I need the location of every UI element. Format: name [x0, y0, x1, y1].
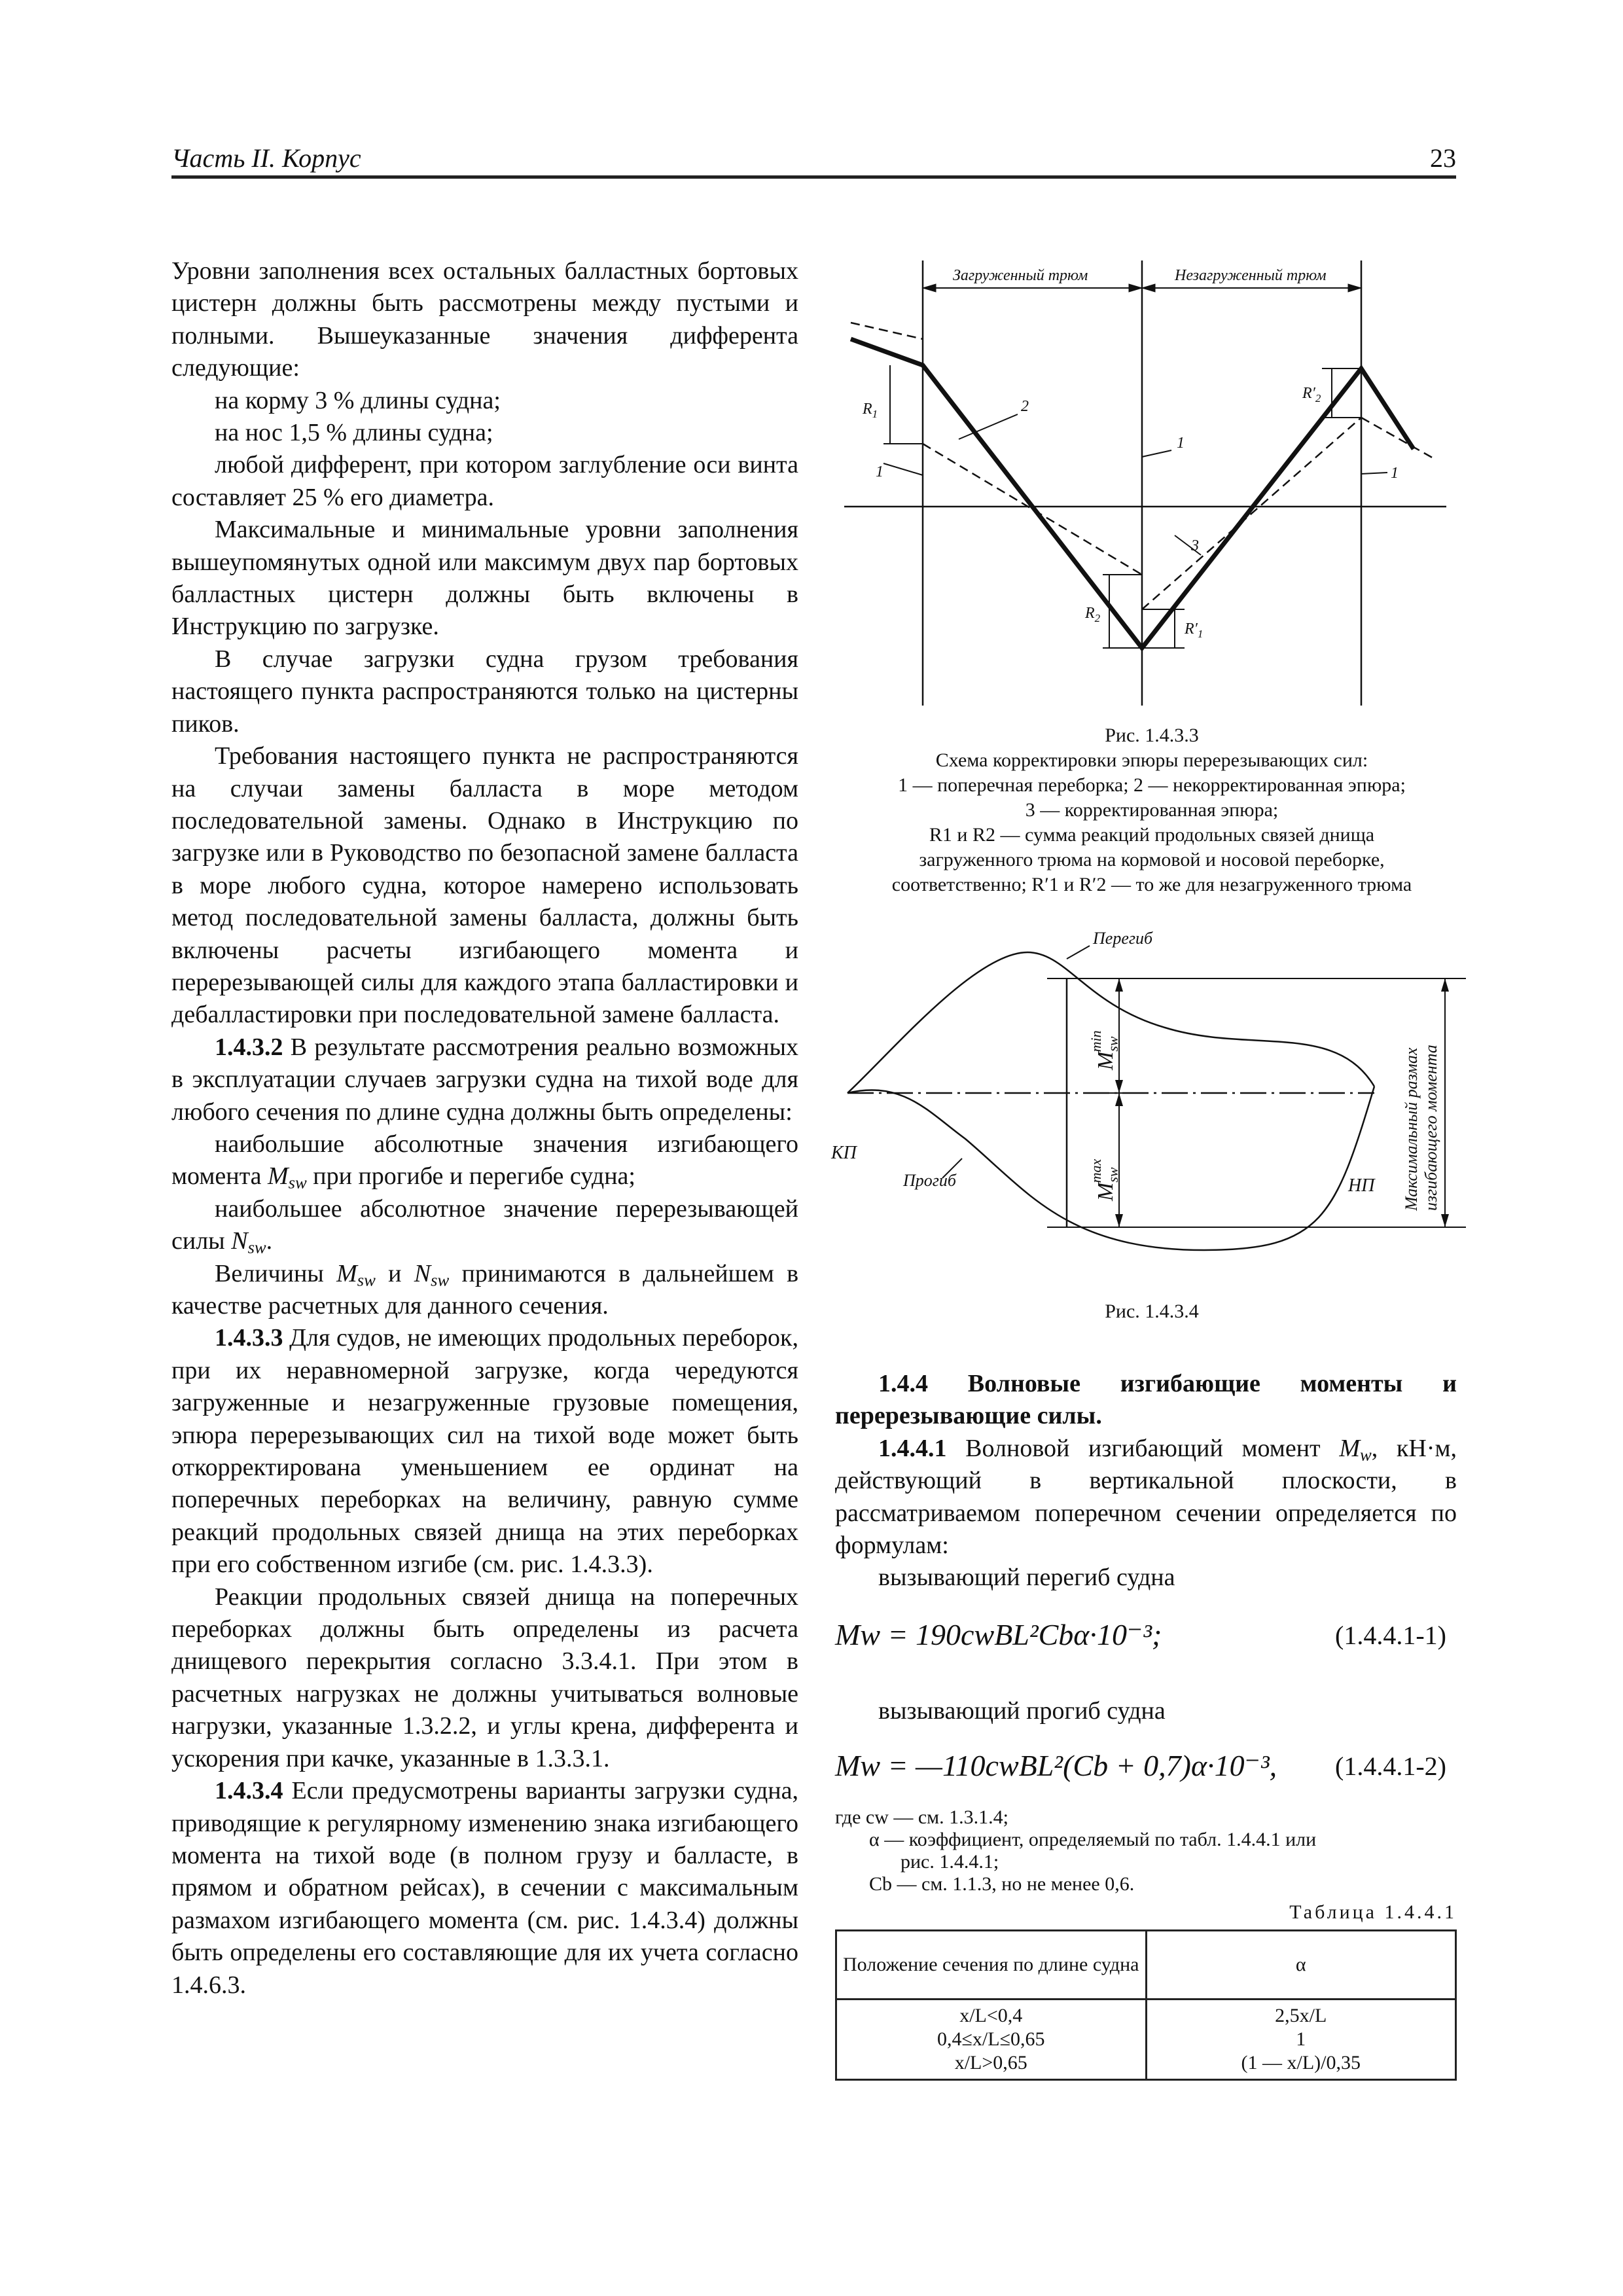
- table-header-row: [836, 1931, 1456, 2000]
- dashed-extension: [851, 323, 923, 339]
- section-number: 1.4.3.2: [215, 1033, 283, 1061]
- label-sagging: Прогиб: [903, 1171, 956, 1190]
- text: и: [388, 1259, 402, 1287]
- header-cell: Положение сечения по длине судна: [836, 1931, 1147, 2000]
- caption-line: R1 и R2 — сумма реакций продольных связей днища: [929, 824, 1375, 846]
- formula-number-1: (1.4.4.1-1): [1335, 1621, 1446, 1650]
- uncorrected-diagram: [851, 339, 1414, 648]
- running-header: [171, 143, 1456, 179]
- table-title: Таблица 1.4.4.1: [1289, 1901, 1457, 1923]
- formula-1-4-4-1-2: Mw = —110cwBL²(Cb + 0,7)α·10⁻³,: [835, 1749, 1277, 1782]
- subscript: 2: [1094, 612, 1101, 624]
- caption-title: Рис. 1.4.3.3: [1105, 725, 1199, 746]
- section-number: 1.4.4.1: [878, 1434, 947, 1462]
- caption-line: загруженного трюма на кормовой и носовой переборке,: [919, 849, 1385, 870]
- symbol: M: [1094, 1182, 1118, 1201]
- text: наибольшее абсолютное значение перерезывающей силы: [171, 1194, 798, 1255]
- section-number: 1.4.3.3: [215, 1324, 283, 1352]
- subscript: 1: [1197, 628, 1204, 640]
- symbol: R: [863, 401, 872, 418]
- page-number: 23: [1430, 143, 1456, 173]
- label-R1-prime: [1184, 620, 1203, 640]
- symbol: M: [268, 1162, 289, 1191]
- paragraph: [171, 1258, 798, 1323]
- cell-value: 0,4≤x/L≤0,65: [936, 2028, 1045, 2050]
- corrected-diagram: [1142, 418, 1361, 609]
- figure-bending-moment-range: [825, 929, 1466, 1296]
- label-M-min: [1088, 1030, 1121, 1071]
- paragraph: на нос 1,5 % длины судна;: [215, 419, 493, 447]
- text: при прогибе и перегибе судна;: [313, 1162, 635, 1191]
- subscript: sw: [431, 1270, 450, 1290]
- arrow-head: [1115, 1093, 1123, 1106]
- superscript: max: [1088, 1158, 1104, 1183]
- label-unloaded-hold: Незагруженный трюм: [1175, 267, 1327, 284]
- legend-line: рис. 1.4.4.1;: [901, 1851, 999, 1873]
- symbol: R′: [1302, 385, 1315, 402]
- text: , кН·м, действующий в вертикальной плоскости, в рассматриваемом поперечном сечении определяется по формулам:: [835, 1434, 1457, 1560]
- formula-legend: [835, 1806, 1457, 1895]
- symbol: R: [1085, 605, 1095, 622]
- legend-line: где cw — см. 1.3.1.4;: [835, 1806, 1009, 1828]
- section-number: 1.4.3.4: [215, 1777, 283, 1805]
- subscript: 1: [872, 408, 878, 420]
- paragraph: [171, 1193, 798, 1258]
- caption-line: 3 — корректированная эпюра;: [1025, 799, 1279, 821]
- section-heading-1-4-4: 1.4.4 Волновые изгибающие моменты и перерезывающие силы.: [835, 1370, 1457, 1430]
- label-stern: КП: [831, 1143, 857, 1163]
- subscript: w: [1359, 1444, 1372, 1465]
- section-text: Если предусмотрены варианты загрузки судна, приводящие к регулярному изменению знака изгибающего момента на тихой воде (в полном грузу и балласте, в прямом и обратном рейсах), в сечении с максимальным размахом изгибающего момента (см. рис. 1.4.3.4) должны быть определены его составляющие для их учета согласно 1.4.6.3.: [171, 1777, 799, 1999]
- text: .: [266, 1227, 273, 1255]
- paragraph: Требования настоящего пункта не распространяются на случаи замены балласта в море методом последовательной замены. Однако в Инструкцию по загрузке или в Руководство по безопасной замене балласта в море любого судна, которое намерено использовать метод последовательной замены балласта, должны быть включены расчеты изгибающего момента и перерезывающей силы для каждого этапа балластировки и дебалластировки при последовательной замене балласта.: [171, 742, 798, 1029]
- formula-1-4-4-1-1: Mw = 190cwBL²Cbα·10⁻³;: [835, 1618, 1162, 1651]
- section-1-4-4-1: [835, 1433, 1457, 1562]
- label-hogging: Перегиб: [1093, 929, 1153, 948]
- label-M-max: [1088, 1159, 1121, 1202]
- label-R1: [862, 401, 878, 420]
- cell-value: (1 — x/L)/0,35: [1241, 2052, 1361, 2073]
- label-R2: [1084, 605, 1101, 624]
- label-bow: НП: [1348, 1175, 1375, 1196]
- text: Величины: [215, 1259, 324, 1287]
- subscript: sw: [1105, 1036, 1121, 1052]
- section-text: В результате рассмотрения реально возможных в эксплуатации случаев загрузки судна на тихой воде для любого сечения по длине судна должны быть определены:: [171, 1033, 798, 1126]
- text: принимаются в дальнейшем в качестве расчетных для данного сечения.: [171, 1259, 799, 1319]
- superscript: min: [1088, 1030, 1104, 1052]
- label-loaded-hold: Загруженный трюм: [953, 267, 1088, 284]
- label-R2-prime: [1302, 385, 1321, 404]
- cell-value: 2,5x/L: [1275, 2005, 1327, 2026]
- legend-line: α — коэффициент, определяемый по табл. 1.4.4.1 или: [869, 1829, 1317, 1850]
- label-1-right: 1: [1391, 465, 1399, 482]
- cell-value: 1: [1296, 2028, 1306, 2050]
- figure-shear-force-diagram: [844, 254, 1459, 712]
- legend-line: Cb — см. 1.1.3, но не менее 0,6.: [869, 1873, 1135, 1895]
- arrow-head: [1441, 1214, 1449, 1227]
- leader-line: [883, 463, 923, 475]
- figure-caption-1-4-3-3: [844, 723, 1459, 897]
- symbol: N: [231, 1227, 248, 1255]
- subscript: sw: [247, 1237, 266, 1257]
- arrow-head: [1129, 284, 1142, 292]
- arrow-head: [1115, 1214, 1123, 1227]
- leader-line: [1361, 473, 1387, 474]
- label-2: 2: [1021, 398, 1029, 415]
- subscript: sw: [1105, 1167, 1121, 1183]
- arrow-head: [1348, 284, 1361, 292]
- arrow-head: [1441, 978, 1449, 992]
- paragraph: [171, 1128, 798, 1193]
- caption-line: 1 — поперечная переборка; 2 — некорректированная эпюра;: [898, 774, 1406, 796]
- header-cell: α: [1146, 1931, 1456, 2000]
- cell-value: x/L<0,4: [959, 2005, 1023, 2026]
- symbol: M: [1094, 1051, 1118, 1070]
- symbol: M: [1339, 1434, 1360, 1462]
- text: наибольшие абсолютные значения изгибающего момента: [171, 1130, 798, 1191]
- formula-label-hogging: вызывающий перегиб судна: [878, 1564, 1175, 1592]
- section-text: Для судов, не имеющих продольных переборок, при их неравномерной загрузке, когда чередуются загруженные и незагруженные грузовые помещения, эпюра перерезывающих сил на тихой воде может быть откорректирована уменьшением ее ординат на поперечных переборках на величину, равную сумме реакций продольных связей днища на этих переборках при его собственном изгибе (см. рис. 1.4.3.3).: [171, 1324, 798, 1579]
- arrow-head: [1115, 1080, 1123, 1093]
- formula-number-2: (1.4.4.1-2): [1335, 1751, 1446, 1781]
- section-1-4-3-3: [171, 1322, 798, 1581]
- text: Волновой изгибающий момент: [965, 1434, 1321, 1462]
- right-column: [835, 1368, 1457, 1594]
- section-1-4-3-2: [171, 1031, 798, 1128]
- paragraph: Максимальные и минимальные уровни заполнения вышеупомянутых одной или максимум двух пар бортовых балластных цистерн должны быть включены в Инструкцию по загрузке.: [171, 516, 798, 641]
- subscript: sw: [288, 1173, 307, 1193]
- leader-line: [1067, 946, 1090, 959]
- paragraph: Реакции продольных связей днища на поперечных переборках должны быть определены из расчета днищевого перекрытия согласно 3.3.4.1. При этом в расчетных нагрузках не должны учитываться волновые нагрузки, указанные 1.3.2.2, и углы крена, дифферента и ускорения при качке, указанные в 1.3.3.1.: [171, 1583, 798, 1772]
- label-range-line2: изгибающего момента: [1421, 1045, 1440, 1211]
- position-cell: [836, 2000, 1147, 2080]
- left-column: [171, 255, 798, 2001]
- cell-value: x/L>0,65: [954, 2052, 1027, 2073]
- arrow-head: [923, 284, 936, 292]
- subscript: 2: [1315, 392, 1321, 404]
- label-range-line1: Максимальный размах: [1402, 1047, 1421, 1211]
- subscript: sw: [357, 1270, 376, 1290]
- paragraph: на корму 3 % длины судна;: [215, 386, 501, 414]
- paragraph: В случае загрузки судна грузом требования настоящего пункта распространяются только на цистерны пиков.: [171, 645, 798, 738]
- label-1-center: 1: [1177, 435, 1185, 452]
- alpha-cell: [1146, 2000, 1456, 2080]
- caption-line: соответственно; R′1 и R′2 — то же для незагруженного трюма: [891, 874, 1412, 895]
- leader-line: [1142, 450, 1171, 457]
- text: вызывающий прогиб судна: [878, 1697, 1166, 1725]
- symbol: R′: [1185, 620, 1198, 637]
- formula-label-sagging: [835, 1695, 1457, 1727]
- arrow-head: [1142, 284, 1155, 292]
- figure-caption-1-4-3-4: [844, 1299, 1459, 1324]
- hogging-curve: [847, 952, 1374, 1093]
- caption-title: Рис. 1.4.3.4: [1105, 1300, 1199, 1322]
- section-1-4-3-4: [171, 1775, 798, 2001]
- label-1-left: 1: [876, 463, 883, 480]
- arrow-head: [1115, 978, 1123, 992]
- label-3: 3: [1191, 537, 1199, 554]
- part-title: Часть II. Корпус: [171, 143, 361, 173]
- paragraph: Уровни заполнения всех остальных балластных бортовых цистерн должны быть рассмотрены между пустыми и полными. Вышеуказанные значения дифферента следующие:: [171, 257, 798, 382]
- alpha-table: [835, 1929, 1457, 2081]
- symbol: M: [336, 1259, 357, 1287]
- table-body-row: [836, 2000, 1456, 2080]
- paragraph: любой дифферент, при котором заглубление оси винта составляет 25 % его диаметра.: [171, 451, 798, 511]
- caption-line: Схема корректировки эпюры перерезывающих сил:: [935, 749, 1368, 771]
- symbol: N: [414, 1259, 431, 1287]
